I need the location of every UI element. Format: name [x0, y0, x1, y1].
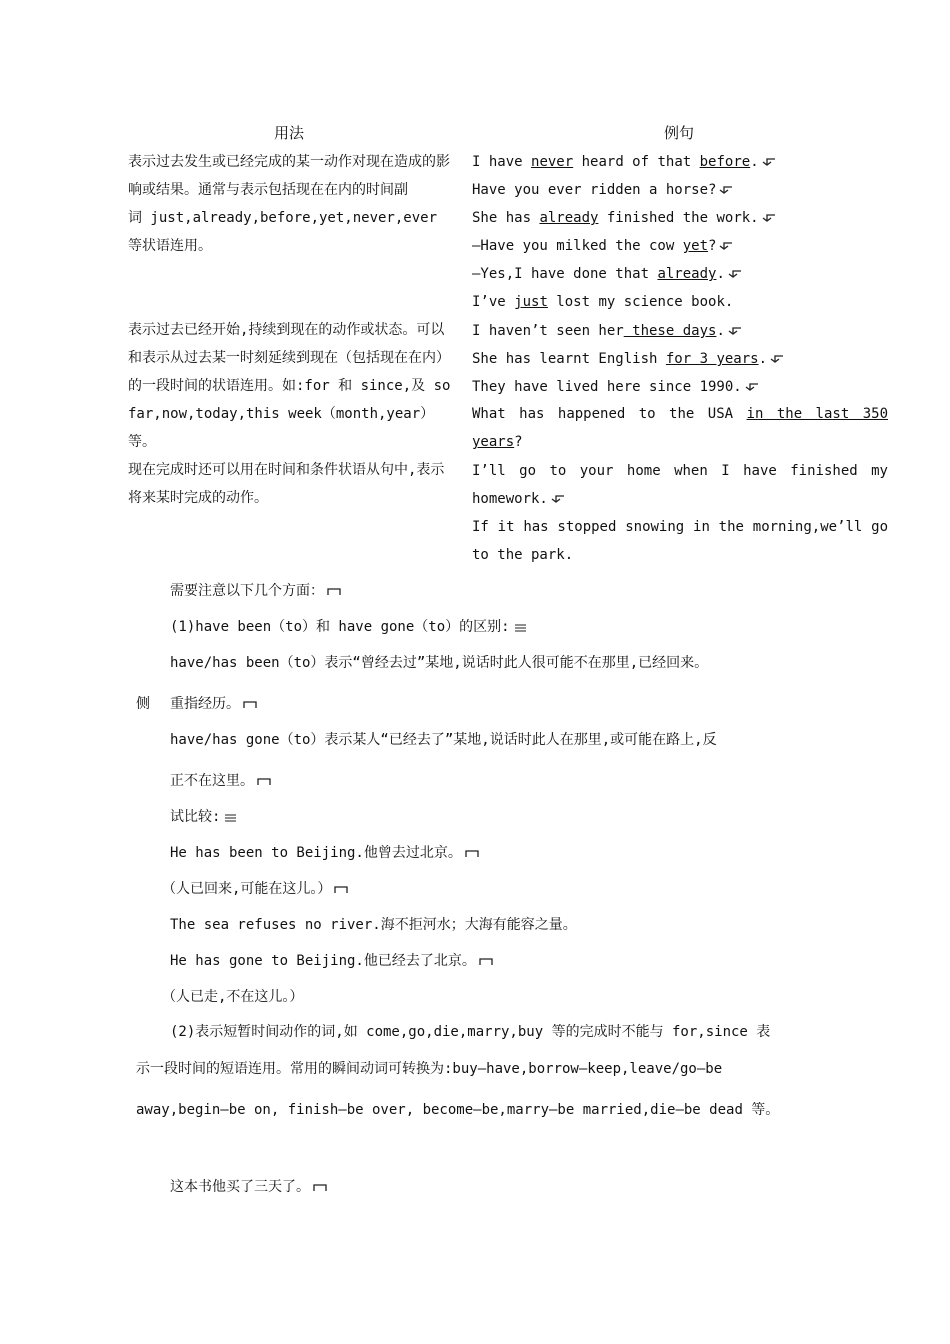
- example-sentence: I haven’t seen her these days.: [472, 323, 742, 339]
- paragraph-mark-icon: [327, 586, 341, 596]
- example-sentence: They have lived here since 1990.: [472, 379, 759, 395]
- example-sentence: —Have you milked the cow yet?: [472, 238, 733, 254]
- example-sentence: What has happened to the USA in the last 350 years?: [472, 406, 889, 450]
- example-sentence: If it has stopped snowing in the morning,we’ll go to the park.: [472, 519, 888, 563]
- example-sentence: She has already finished the work.: [472, 210, 776, 226]
- usage-cell-1: [128, 148, 458, 260]
- paragraph-mark-icon: [257, 776, 271, 786]
- usage-text: 词 just,already,before,yet,never,ever 等状语连用。: [128, 210, 438, 254]
- return-mark-icon: [551, 494, 565, 504]
- point1-title: (1)have been（to）和 have gone（to）的区别:: [170, 616, 527, 636]
- return-mark-icon: [762, 213, 776, 223]
- point2-line2: 示一段时间的短语连用。常用的瞬间动词可转换为:buy—have,borrow—keep,leave/go—be: [136, 1061, 723, 1077]
- usage-column-header: 用法: [274, 124, 305, 142]
- return-mark-icon: [719, 185, 733, 195]
- paragraph-mark-icon: [479, 956, 493, 966]
- usage-cell-2: [128, 316, 458, 512]
- paragraph-mark-icon: [243, 699, 257, 709]
- note-intro: 需要注意以下几个方面：: [170, 580, 341, 600]
- example-gone-note: （人已走,不在这儿。）: [162, 989, 304, 1005]
- return-mark-icon: [762, 157, 776, 167]
- paragraph-mark-icon: [313, 1182, 327, 1192]
- paragraph-mark-icon: [465, 848, 479, 858]
- compare-label: 试比较:: [170, 806, 237, 826]
- paragraph-mark-icon: [334, 884, 348, 894]
- side-char: 侧: [136, 696, 150, 712]
- example-been: He has been to Beijing.他曾去过北京。: [170, 842, 479, 862]
- point1-been-tail: 重指经历。: [170, 693, 257, 713]
- usage-text: 现在完成时还可以用在时间和条件状语从句中,表示将来某时完成的动作。: [128, 462, 445, 506]
- point1-gone: have/has gone（to）表示某人“已经去了”某地,说话时此人在那里,或可能在路上,反: [170, 732, 717, 748]
- example-sentence: I’ve just lost my science book.: [472, 294, 734, 310]
- return-mark-icon: [728, 269, 742, 279]
- example-gone: He has gone to Beijing.他已经去了北京。: [170, 950, 493, 970]
- double-line-mark-icon: [513, 622, 527, 632]
- example-sentence: Have you ever ridden a horse?: [472, 182, 733, 198]
- example-column-header: 例句: [664, 124, 695, 142]
- return-mark-icon: [770, 354, 784, 364]
- point1-gone-tail: 正不在这里。: [170, 770, 271, 790]
- double-line-mark-icon: [223, 812, 237, 822]
- example-sentence: I’ll go to your home when I have finished my homework.: [472, 463, 888, 507]
- usage-text: 表示过去已经开始,持续到现在的动作或状态。可以和表示从过去某一时刻延续到现在（包括现在在内）的一段时间的状语连用。如:for 和 since,及 so far,now,today,this week（month,year）等。: [128, 322, 451, 450]
- point2-line3: away,begin—be on, finish—be over, become—be,marry—be married,die—be dead 等。: [136, 1102, 780, 1118]
- return-mark-icon: [745, 382, 759, 392]
- return-mark-icon: [728, 326, 742, 336]
- point1-been: have/has been（to）表示“曾经去过”某地,说话时此人很可能不在那里,已经回来。: [170, 655, 709, 671]
- return-mark-icon: [719, 241, 733, 251]
- example-sentence: —Yes,I have done that already.: [472, 266, 742, 282]
- example-sentence: She has learnt English for 3 years.: [472, 351, 784, 367]
- usage-text: 表示过去发生或已经完成的某一动作对现在造成的影响或结果。通常与表示包括现在在内的时间副: [128, 154, 450, 198]
- example-been-note: （人已回来,可能在这儿。）: [162, 878, 348, 898]
- point2-line1: (2)表示短暂时间动作的词,如 come,go,die,marry,buy 等的完成时不能与 for,since 表: [170, 1024, 771, 1040]
- example-sentence: I have never heard of that before.: [472, 154, 776, 170]
- proverb: The sea refuses no river.海不拒河水；大海有能容之量。: [170, 917, 577, 933]
- final-example: 这本书他买了三天了。: [170, 1176, 327, 1196]
